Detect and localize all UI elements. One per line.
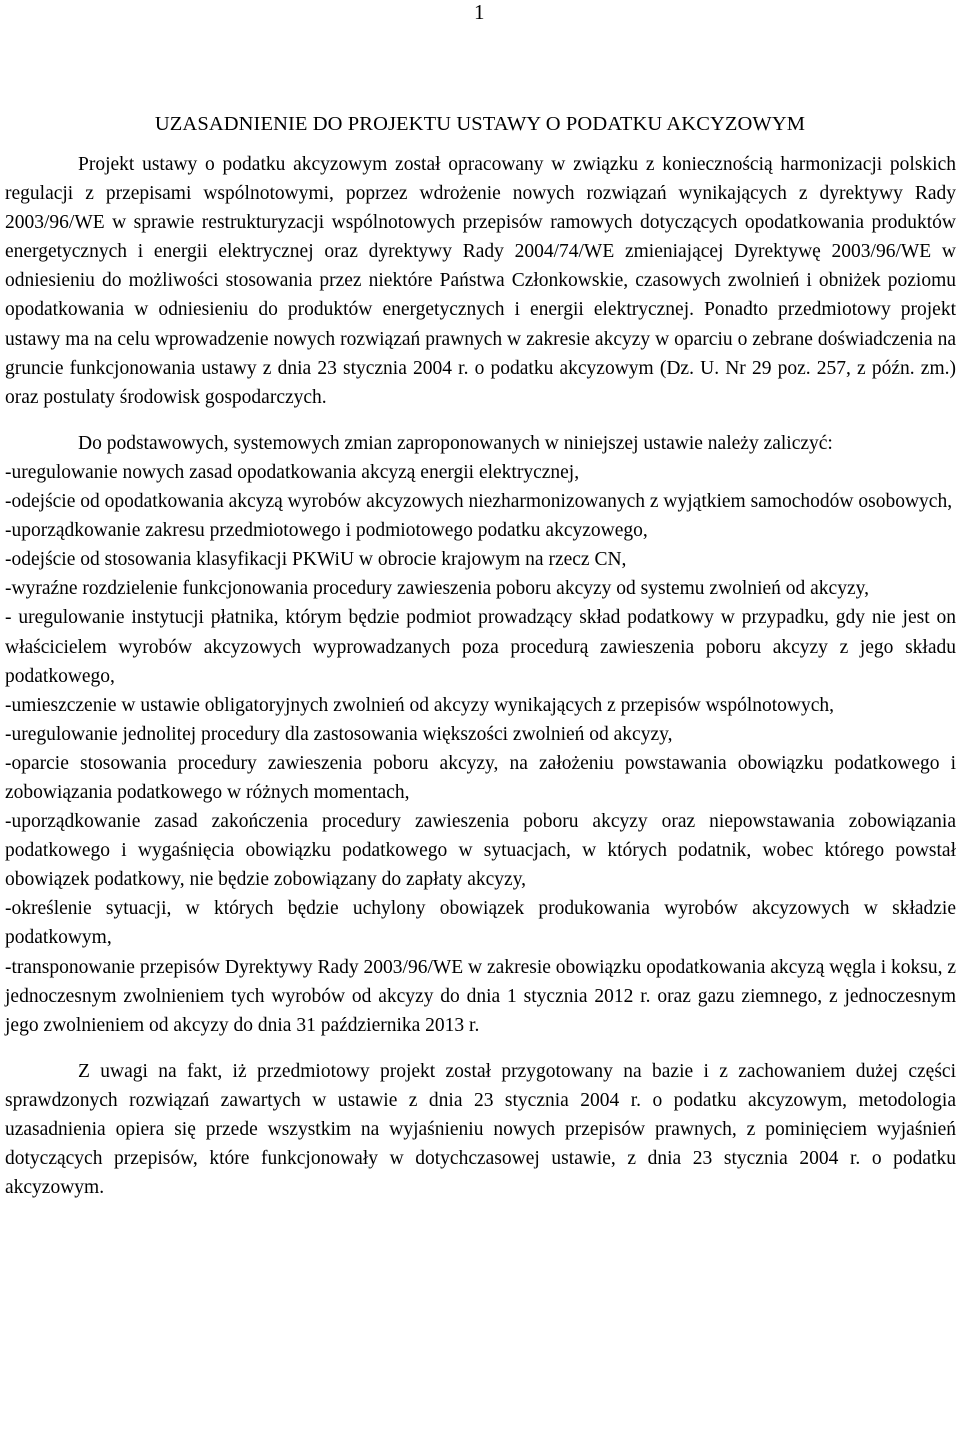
list-item: -odejście od opodatkowania akcyzą wyrobów akcyzowych niezharmonizowanych z wyjątkiem samochodów osobowych,: [5, 491, 953, 513]
list-item: -umieszczenie w ustawie obligatoryjnych zwolnień od akcyzy wynikających z przepisów wspólnotowych,: [5, 694, 835, 716]
document-title: UZASADNIENIE DO PROJEKTU USTAWY O PODATKU AKCYZOWYM: [154, 113, 806, 135]
closing-paragraph: Z uwagi na fakt, iż przedmiotowy projekt został przygotowany na bazie i z zachowaniem dużej części sprawdzonych rozwiązań zawartych w ustawie z dnia 23 stycznia 2004 r. o podatku akcyzowym, metodologia uzasadnienia opiera się przede wszystkim na wyjaśnieniu nowych przepisów prawnych, z pominięciem wyjaśnień dotyczących przepisów, które funkcjonowały w dotychczasowej ustawie, z dnia 23 stycznia 2004 r. o podatku akcyzowym.: [5, 1060, 956, 1199]
list-item: - uregulowanie instytucji płatnika, którym będzie podmiot prowadzący skład podatkowy w przypadku, gdy nie jest on właścicielem wyrobów akcyzowych wyprowadzanych poza procedurą zawieszenia poboru akcyzy z jego składu podatkowego,: [5, 607, 956, 687]
list-item: -określenie sytuacji, w których będzie uchylony obowiązek produkowania wyrobów akcyzowych w składzie podatkowym,: [5, 898, 956, 949]
list-item: -uregulowanie jednolitej procedury dla zastosowania większości zwolnień od akcyzy,: [5, 723, 673, 745]
list-item: -uporządkowanie zasad zakończenia procedury zawieszenia poboru akcyzy oraz niepowstawania zobowiązania podatkowego i wygaśnięcia obowiązku podatkowego w sytuacjach, w których podatnik, wobec którego powstał obowiązek podatkowy, nie będzie zobowiązany do zapłaty akcyzy,: [5, 811, 956, 891]
list-item: -transponowanie przepisów Dyrektywy Rady 2003/96/WE w zakresie obowiązku opodatkowania akcyzą węgla i koksu, z jednoczesnym zwolnieniem tych wyrobów od akcyzy do dnia 1 stycznia 2012 r. oraz gazu ziemnego, z jednoczesnym jego zwolnieniem od akcyzy do dnia 31 października 2013 r.: [5, 956, 956, 1036]
changes-list: [5, 458, 956, 1040]
intro-paragraph: Projekt ustawy o podatku akcyzowym został opracowany w związku z koniecznością harmonizacji polskich regulacji z przepisami wspólnotowymi, poprzez wdrożenie nowych rozwiązań wynikających z dyrektywy Rady 2003/96/WE w sprawie restrukturyzacji wspólnotowych przepisów ramowych dotyczących opodatkowania produktów energetycznych i energii elektrycznej oraz dyrektywy Rady 2004/74/WE zmieniającej Dyrektywę 2003/96/WE w odniesieniu do możliwości stosowania przez niektóre Państwa Członkowskie, czasowych zwolnień i obniżek poziomu opodatkowania w odniesieniu do produktów energetycznych i energii elektrycznej. Ponadto przedmiotowy projekt ustawy ma na celu wprowadzenie nowych rozwiązań prawnych w zakresie akcyzy w oparciu o zebrane doświadczenia na gruncie funkcjonowania ustawy z dnia 23 stycznia 2004 r. o podatku akcyzowym (Dz. U. Nr 29 poz. 257, z późn. zm.) oraz postulaty środowisk gospodarczych.: [5, 154, 956, 408]
list-item: -odejście od stosowania klasyfikacji PKWiU w obrocie krajowym na rzecz CN,: [5, 549, 627, 571]
list-item: -uporządkowanie zakresu przedmiotowego i podmiotowego podatku akcyzowego,: [5, 520, 648, 542]
document-body: [5, 150, 956, 1202]
list-item: -oparcie stosowania procedury zawieszenia poboru akcyzy, na założeniu powstawania obowiązku podatkowego i zobowiązania podatkowego w różnych momentach,: [5, 752, 956, 803]
changes-intro-paragraph: Do podstawowych, systemowych zmian zaproponowanych w niniejszej ustawie należy zaliczyć:: [78, 432, 833, 454]
list-item: -wyraźne rozdzielenie funkcjonowania procedury zawieszenia poboru akcyzy od systemu zwolnień od akcyzy,: [5, 578, 869, 600]
list-item: -uregulowanie nowych zasad opodatkowania akcyzą energii elektrycznej,: [5, 461, 580, 483]
page-number: 1: [474, 0, 485, 24]
